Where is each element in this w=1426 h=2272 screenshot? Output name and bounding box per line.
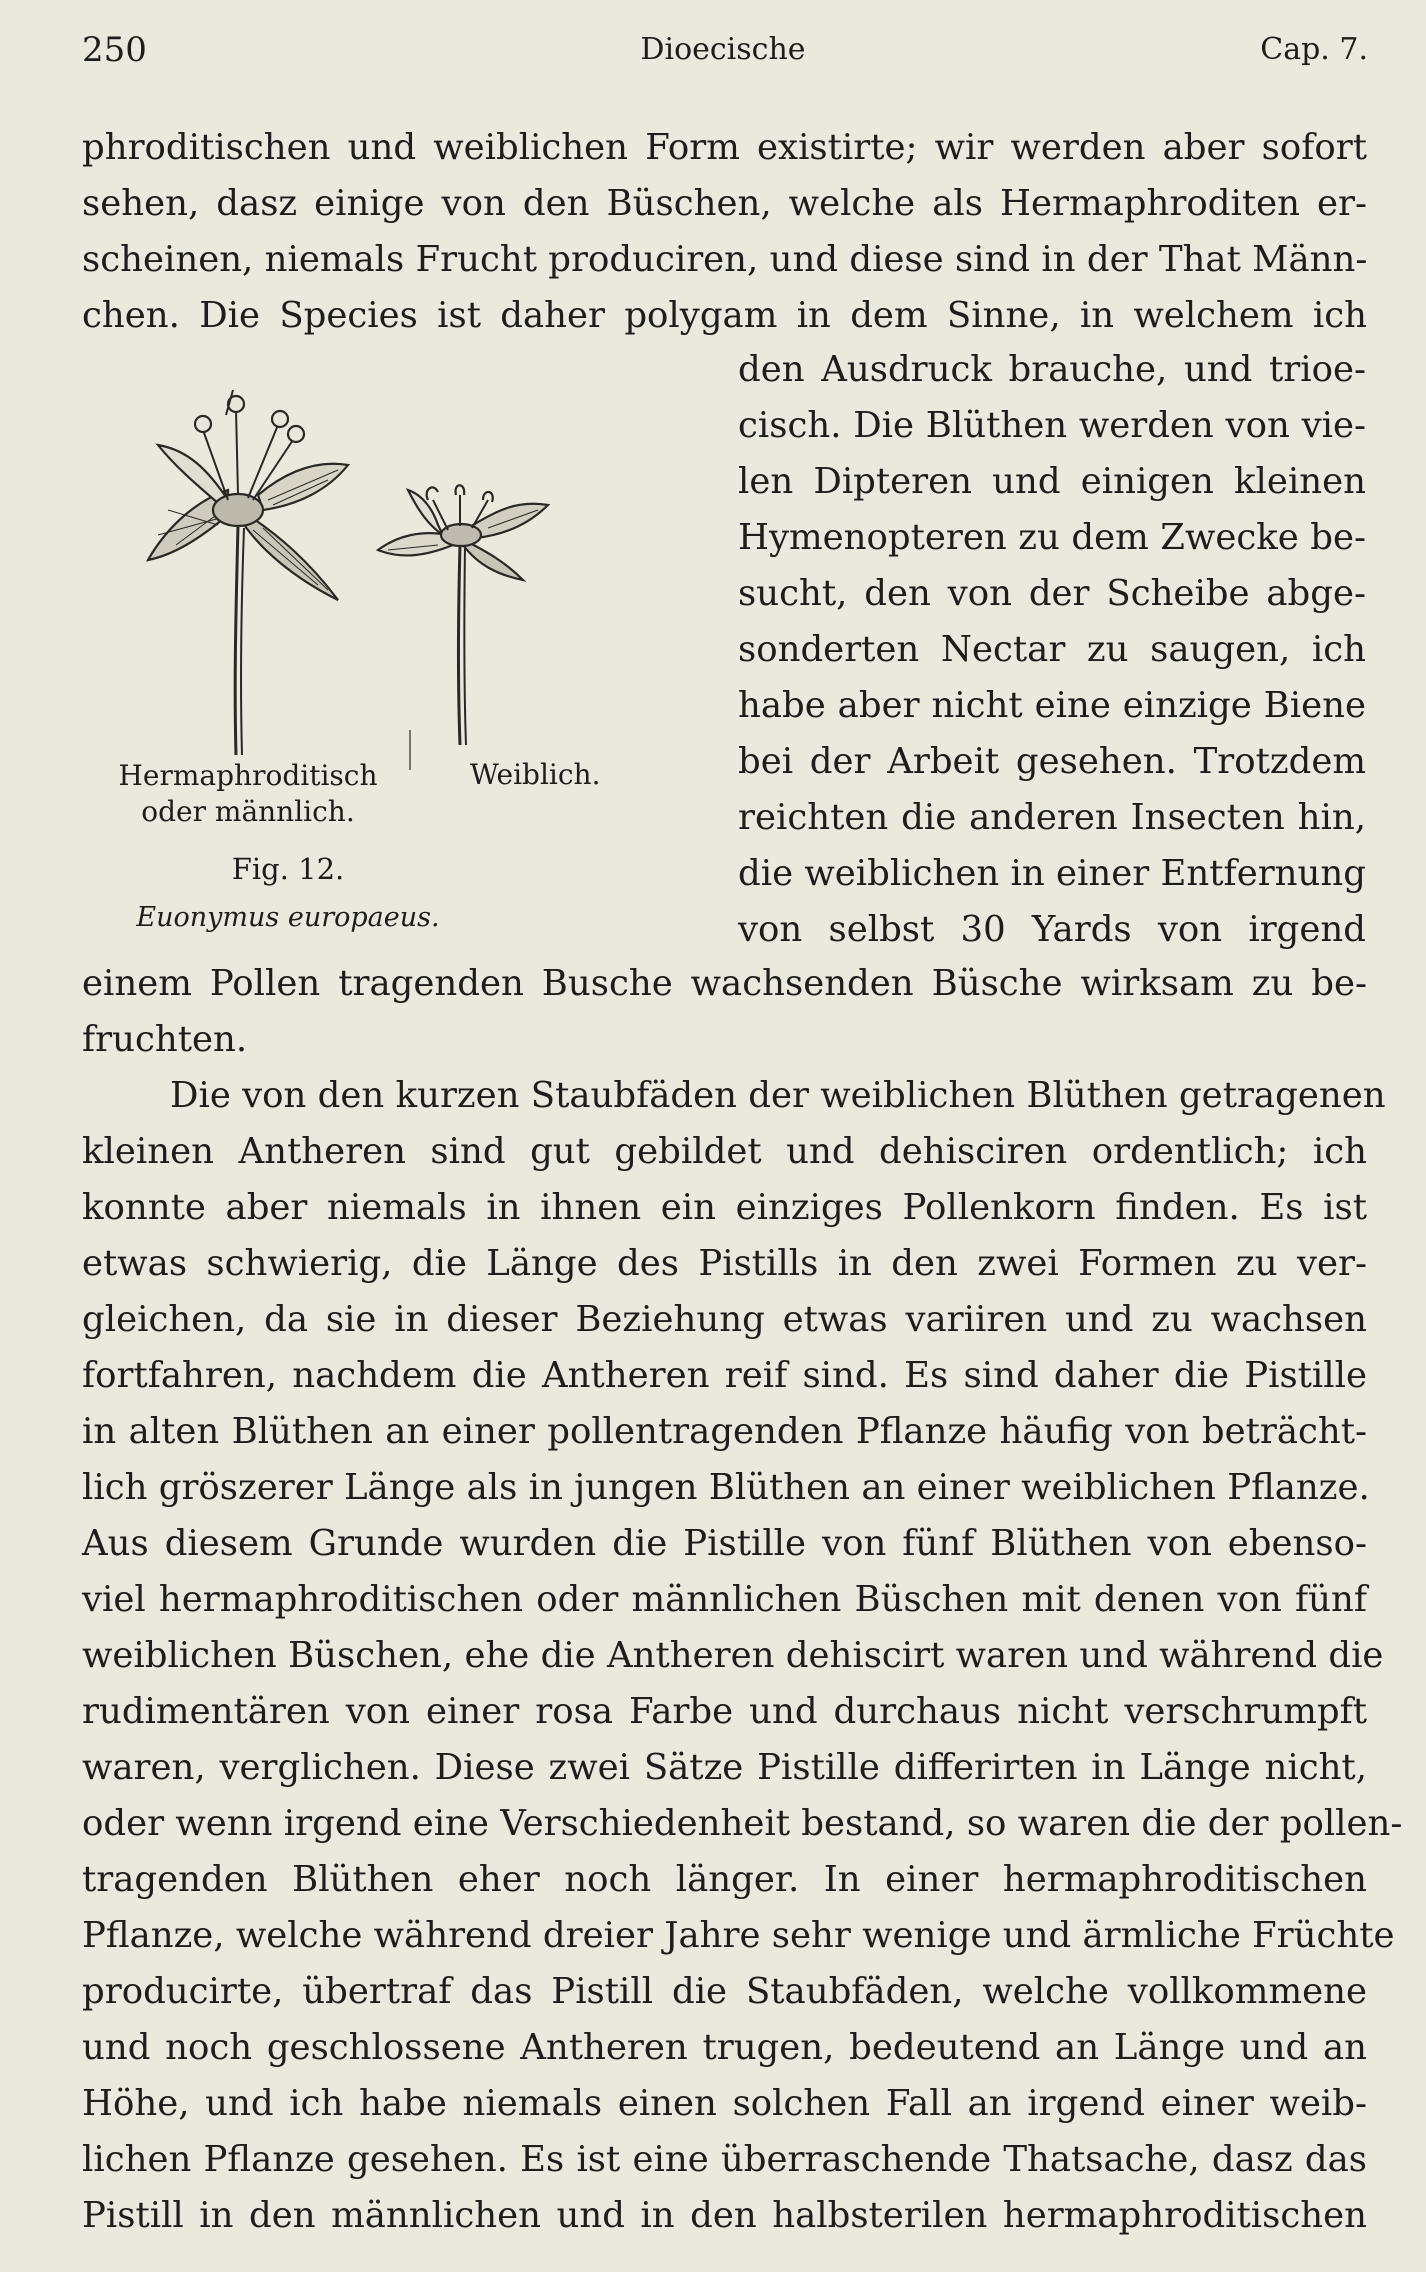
text-line: viel hermaphroditischen oder männlichen Büschen mit denen von fünf — [82, 1579, 1367, 1620]
text-line: phroditischen und weiblichen Form existirte; wir werden aber sofort — [82, 127, 1367, 168]
body-text-bottom — [82, 956, 1403, 2244]
body-text-beside-figure — [738, 342, 1366, 958]
text-line: habe aber nicht eine einzige Biene — [738, 685, 1366, 726]
body-text-top — [82, 120, 1367, 344]
text-line: gleichen, da sie in dieser Beziehung etwas variiren und zu wachsen — [82, 1299, 1367, 1340]
text-line: sonderten Nectar zu saugen, ich — [738, 629, 1366, 670]
text-line: chen. Die Species ist daher polygam in dem Sinne, in welchem ich — [82, 295, 1367, 336]
text-line: konnte aber niemals in ihnen ein einziges Pollenkorn finden. Es ist — [82, 1187, 1367, 1228]
caption-hermaphrodite: Hermaphroditisch oder männlich. — [118, 759, 378, 828]
text-line: von selbst 30 Yards von irgend — [738, 909, 1366, 950]
text-line: cisch. Die Blüthen werden von vie- — [738, 405, 1366, 446]
text-line: lich gröszerer Länge als in jungen Blüthen an einer weiblichen Pflanze. — [82, 1467, 1370, 1508]
text-line: einem Pollen tragenden Busche wachsenden Büsche wirksam zu be- — [82, 963, 1367, 1004]
text-line: Höhe, und ich habe niemals einen solchen Fall an irgend einer weib- — [82, 2083, 1367, 2124]
text-line: die weiblichen in einer Entfernung — [738, 853, 1366, 894]
chapter-label: Cap. 7. — [1260, 32, 1368, 67]
flower-illustration — [78, 350, 638, 770]
running-title: Dioecische — [640, 32, 806, 67]
figure-euonymus — [78, 350, 638, 950]
text-line: lichen Pflanze gesehen. Es ist eine überraschende Thatsache, dasz das — [82, 2139, 1367, 2180]
text-line: waren, verglichen. Diese zwei Sätze Pistille differirten in Länge nicht, — [82, 1747, 1367, 1788]
text-line: oder wenn irgend eine Verschiedenheit bestand, so waren die der pollen- — [82, 1803, 1403, 1844]
text-line: producirte, übertraf das Pistill die Staubfäden, welche vollkommene — [82, 1971, 1367, 2012]
text-line: etwas schwierig, die Länge des Pistills in den zwei Formen zu ver- — [82, 1243, 1367, 1284]
text-line: rudimentären von einer rosa Farbe und durchaus nicht verschrumpft — [82, 1691, 1367, 1732]
running-header — [78, 30, 1368, 82]
female-flower-drawing — [378, 485, 548, 745]
text-line: reichten die anderen Insecten hin, — [738, 797, 1366, 838]
hermaphrodite-flower-drawing — [148, 390, 348, 755]
text-line: bei der Arbeit gesehen. Trotzdem — [738, 741, 1366, 782]
text-line: sehen, dasz einige von den Büschen, welche als Hermaphroditen er- — [82, 183, 1367, 224]
text-line: kleinen Antheren sind gut gebildet und dehisciren ordentlich; ich — [82, 1131, 1367, 1172]
text-line: sucht, den von der Scheibe abge- — [738, 573, 1366, 614]
text-line: Pflanze, welche während dreier Jahre sehr wenige und ärmliche Früchte — [82, 1915, 1395, 1956]
text-line: Aus diesem Grunde wurden die Pistille von fünf Blüthen von ebenso- — [82, 1523, 1367, 1564]
page-number: 250 — [82, 30, 147, 70]
caption-female: Weiblich. — [470, 758, 601, 791]
text-line: Pistill in den männlichen und in den halbsterilen hermaphroditischen — [82, 2195, 1367, 2236]
text-line: Hymenopteren zu dem Zwecke be- — [738, 517, 1366, 558]
text-line: weiblichen Büschen, ehe die Antheren dehiscirt waren und während die — [82, 1635, 1384, 1676]
paragraph-start: Die von den kurzen Staubfäden der weiblichen Blüthen getragenen — [170, 1075, 1386, 1116]
figure-species: Euonymus europaeus. — [136, 902, 440, 933]
text-line: den Ausdruck brauche, und trioe- — [738, 349, 1366, 390]
text-line: fruchten. — [82, 1019, 248, 1060]
text-line: und noch geschlossene Antheren trugen, bedeutend an Länge und an — [82, 2027, 1367, 2068]
text-line: scheinen, niemals Frucht produciren, und diese sind in der That Männ- — [82, 239, 1368, 280]
text-line: len Dipteren und einigen kleinen — [738, 461, 1366, 502]
text-line: fortfahren, nachdem die Antheren reif sind. Es sind daher die Pistille — [82, 1355, 1367, 1396]
text-line: tragenden Blüthen eher noch länger. In einer hermaphroditischen — [82, 1859, 1367, 1900]
figure-number: Fig. 12. — [231, 852, 345, 886]
text-line: in alten Blüthen an einer pollentragenden Pflanze häufig von beträcht- — [82, 1411, 1367, 1452]
